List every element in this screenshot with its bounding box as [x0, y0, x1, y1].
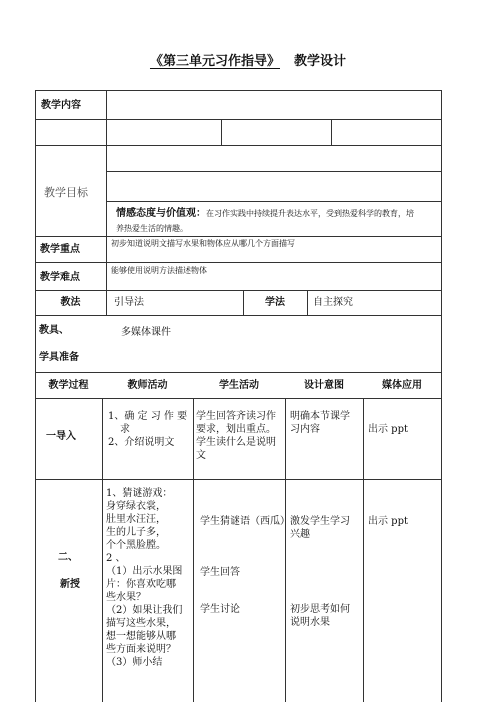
- intro-student-4: 文: [196, 450, 206, 461]
- study-value: 自主探究: [313, 297, 353, 308]
- header-student: 学生活动: [219, 380, 259, 391]
- intro-media: 出示 ppt: [368, 424, 408, 435]
- intro-intent-1: 明确本节课学: [290, 411, 350, 422]
- tools-value: 多媒体课件: [121, 327, 171, 338]
- tools-label-2: 学具准备: [39, 352, 79, 363]
- new-teacher-line: （1）出示水果图: [106, 566, 183, 577]
- new-intent-2a: 初步思考如何: [290, 604, 350, 615]
- row-divider: [35, 372, 441, 373]
- intro-student-2: 要求，划出重点。: [196, 424, 276, 435]
- new-student-2: 学生回答: [200, 567, 240, 578]
- row-divider: [35, 262, 441, 263]
- emotion-text-1: 在习作实践中持续提升表达水平，受到热爱科学的教育，培: [206, 209, 414, 218]
- intro-teacher-2: 求: [120, 424, 130, 435]
- row-divider: [106, 171, 441, 172]
- key-label: 教学重点: [40, 244, 80, 255]
- emotion-label: 情感态度与价值观：: [116, 208, 206, 219]
- col-divider: [331, 119, 332, 145]
- new-teacher-line: 生的儿子多，: [106, 527, 166, 538]
- header-process: 教学过程: [48, 380, 89, 391]
- new-teacher-line: 描写这些水果，: [106, 618, 176, 629]
- key-text: 初步知道说明文描写水果和物体应从哪几个方面描写: [111, 239, 295, 248]
- stage-new-1: 二、: [58, 552, 78, 563]
- new-teacher-line: 些方面来说明？: [106, 644, 176, 655]
- new-teacher-line: 片：你喜欢吃哪: [106, 579, 176, 590]
- title-suffix: 教学设计: [294, 54, 347, 69]
- difficulty-label: 教学难点: [40, 272, 80, 283]
- col-divider: [307, 290, 308, 315]
- table-border-right: [441, 90, 442, 702]
- new-student-3: 学生讨论: [200, 604, 240, 615]
- emotion-line-1: [116, 206, 414, 221]
- new-teacher-line: 肚里水汪汪，: [106, 514, 166, 525]
- row-divider: [35, 398, 441, 399]
- col-divider: [363, 398, 364, 702]
- intro-intent-2: 习内容: [290, 424, 320, 435]
- row-divider: [35, 315, 441, 316]
- method-value: 引导法: [114, 297, 144, 308]
- study-label: 学法: [265, 297, 285, 308]
- new-teacher-line: 些水果？: [106, 592, 146, 603]
- new-intent-2b: 说明水果: [290, 617, 330, 628]
- title-main: 《第三单元习作指导》: [149, 54, 280, 69]
- new-teacher-line: 身穿绿衣裳，: [106, 501, 166, 512]
- intro-teacher-3: 2、介绍说明文: [108, 437, 175, 448]
- col-divider: [285, 398, 286, 702]
- new-teacher-line: （2）如果让我们: [106, 605, 183, 616]
- table-border-left: [35, 90, 36, 702]
- col-divider: [221, 119, 222, 145]
- goal-label: 教学目标: [44, 186, 88, 199]
- row-divider: [35, 145, 441, 146]
- difficulty-text: 能够使用说明方法描述物体: [111, 266, 207, 275]
- stage-intro: 一导入: [46, 431, 76, 442]
- new-teacher-line: 1、猜谜游戏：: [106, 488, 173, 499]
- intro-teacher-1: 1、确 定 习 作 要: [108, 411, 188, 422]
- new-teacher-line: （3）师小结: [106, 657, 163, 668]
- header-intent: 设计意图: [304, 380, 344, 391]
- stage-new-2: 新授: [60, 579, 80, 590]
- new-media: 出示 ppt: [368, 516, 408, 527]
- row-divider: [35, 290, 441, 291]
- new-student-1: 学生猜谜语（西瓜）: [200, 516, 290, 527]
- col-divider: [106, 90, 107, 315]
- table-border-top: [35, 90, 441, 91]
- new-intent-1b: 兴趣: [290, 529, 310, 540]
- header-media: 媒体应用: [382, 380, 422, 391]
- row-divider: [35, 479, 441, 480]
- col-divider: [102, 398, 103, 702]
- tools-label-1: 教具、: [39, 325, 69, 336]
- content-label: 教学内容: [41, 100, 81, 111]
- header-teacher: 教师活动: [127, 380, 168, 391]
- col-divider: [193, 398, 194, 702]
- intro-student-3: 学生读什么是说明: [196, 437, 276, 448]
- emotion-text-2: 养热爱生活的情趣。: [116, 224, 188, 233]
- method-label: 教法: [60, 297, 81, 308]
- intro-student-1: 学生回答齐读习作: [196, 411, 276, 422]
- new-teacher-line: 2 、: [106, 553, 126, 564]
- new-teacher-line: 个个黑脸膛。: [106, 540, 166, 551]
- new-teacher-line: 想一想能够从哪: [106, 631, 176, 642]
- row-divider: [106, 201, 441, 202]
- new-intent-1a: 激发学生学习: [290, 516, 350, 527]
- row-divider: [35, 119, 441, 120]
